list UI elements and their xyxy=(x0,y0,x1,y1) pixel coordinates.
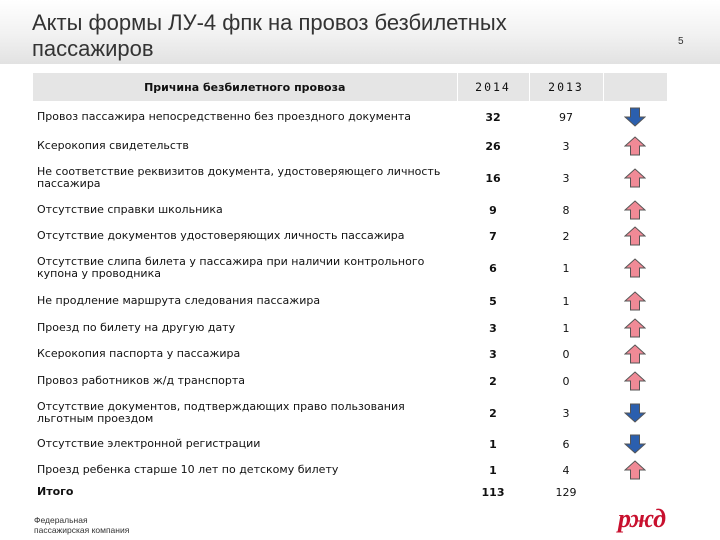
violations-table xyxy=(33,73,667,501)
arrow-up-icon xyxy=(624,294,646,307)
fpk-logo-line1: Федеральная xyxy=(34,515,88,525)
table-row xyxy=(33,133,667,159)
row-trend xyxy=(603,133,667,159)
row-trend xyxy=(603,395,667,431)
table-row xyxy=(33,249,667,287)
row-reason: Провоз работников ж/д транспорта xyxy=(37,374,246,387)
total-label: Итого xyxy=(37,485,74,498)
row-value-2014: 26 xyxy=(485,139,501,153)
row-value-2013: 2 xyxy=(562,229,570,243)
total-2014: 113 xyxy=(481,485,505,499)
row-reason: Проезд по билету на другую дату xyxy=(37,321,236,334)
row-trend xyxy=(603,159,667,197)
row-value-2013: 3 xyxy=(562,139,570,153)
row-value-2013: 6 xyxy=(562,437,570,451)
row-value-2014: 2 xyxy=(489,406,497,420)
row-reason: Отсутствие справки школьника xyxy=(37,203,223,216)
row-value-2014: 1 xyxy=(489,437,497,451)
row-value-2014: 1 xyxy=(489,463,497,477)
row-value-2013: 0 xyxy=(562,347,570,361)
row-value-2014: 6 xyxy=(489,261,497,275)
slide-header xyxy=(0,0,720,64)
row-value-2014: 2 xyxy=(489,374,497,388)
arrow-down-icon xyxy=(624,437,646,450)
page-number: 5 xyxy=(678,36,684,47)
table-total-row xyxy=(33,483,667,501)
table-row xyxy=(33,287,667,315)
arrow-up-icon xyxy=(624,229,646,242)
row-reason: Ксерокопия свидетельств xyxy=(37,139,189,152)
row-value-2013: 97 xyxy=(559,110,573,124)
arrow-up-icon xyxy=(624,171,646,184)
arrow-up-icon xyxy=(624,203,646,216)
header-reason: Причина безбилетного провоза xyxy=(33,73,457,101)
slide-title: Акты формы ЛУ-4 фпк на провоз безбилетных пассажиров xyxy=(32,10,507,61)
table-row xyxy=(33,395,667,431)
row-reason: Отсутствие электронной регистрации xyxy=(37,437,261,450)
row-trend xyxy=(603,249,667,287)
header-trend xyxy=(603,73,667,101)
row-reason: Отсутствие документов, подтверждающих право пользования льготным проездом xyxy=(37,400,405,425)
table-row xyxy=(33,223,667,249)
row-reason: Не соответствие реквизитов документа, удостоверяющего личность пассажира xyxy=(37,165,441,190)
header-2013: 2013 xyxy=(529,73,603,101)
table-body xyxy=(33,101,667,501)
row-reason: Проезд ребенка старше 10 лет по детскому билету xyxy=(37,463,339,476)
row-value-2014: 3 xyxy=(489,321,497,335)
fpk-logo xyxy=(34,515,129,535)
row-trend xyxy=(603,457,667,483)
row-value-2013: 8 xyxy=(562,203,570,217)
row-value-2013: 1 xyxy=(562,321,570,335)
row-trend xyxy=(603,431,667,457)
fpk-logo-line2: пассажирская компания xyxy=(34,525,130,535)
total-2013: 129 xyxy=(555,485,577,499)
arrow-down-icon xyxy=(624,406,646,419)
table-row xyxy=(33,159,667,197)
row-value-2014: 3 xyxy=(489,347,497,361)
row-trend xyxy=(603,287,667,315)
table-row xyxy=(33,457,667,483)
row-trend xyxy=(603,197,667,223)
arrow-down-icon xyxy=(624,110,646,123)
table-row xyxy=(33,367,667,395)
total-trend-empty xyxy=(603,483,667,501)
arrow-up-icon xyxy=(624,321,646,334)
row-value-2013: 3 xyxy=(562,171,570,185)
rzd-logo: ржд xyxy=(618,504,666,533)
row-reason: Отсутствие документов удостоверяющих личность пассажира xyxy=(37,229,405,242)
row-trend xyxy=(603,367,667,395)
row-value-2013: 1 xyxy=(562,294,570,308)
table-row xyxy=(33,341,667,367)
arrow-up-icon xyxy=(624,261,646,274)
row-value-2014: 32 xyxy=(485,110,501,124)
row-value-2014: 16 xyxy=(485,171,501,185)
row-value-2013: 1 xyxy=(562,261,570,275)
row-trend xyxy=(603,101,667,133)
table-row xyxy=(33,431,667,457)
row-reason: Отсутствие слипа билета у пассажира при наличии контрольного купона у проводника xyxy=(37,255,425,280)
table-row xyxy=(33,101,667,133)
header-2014: 2014 xyxy=(457,73,529,101)
arrow-up-icon xyxy=(624,463,646,476)
row-value-2013: 4 xyxy=(562,463,570,477)
row-trend xyxy=(603,223,667,249)
arrow-up-icon xyxy=(624,139,646,152)
row-value-2014: 5 xyxy=(489,294,497,308)
table-row xyxy=(33,315,667,341)
table-header-row xyxy=(33,73,667,101)
arrow-up-icon xyxy=(624,347,646,360)
row-trend xyxy=(603,341,667,367)
arrow-up-icon xyxy=(624,374,646,387)
row-reason: Провоз пассажира непосредственно без проездного документа xyxy=(37,110,412,123)
row-value-2014: 9 xyxy=(489,203,497,217)
row-value-2013: 0 xyxy=(562,374,570,388)
row-value-2013: 3 xyxy=(562,406,570,420)
row-trend xyxy=(603,315,667,341)
table-row xyxy=(33,197,667,223)
row-reason: Ксерокопия паспорта у пассажира xyxy=(37,347,241,360)
row-reason: Не продление маршрута следования пассажира xyxy=(37,294,321,307)
row-value-2014: 7 xyxy=(489,229,497,243)
